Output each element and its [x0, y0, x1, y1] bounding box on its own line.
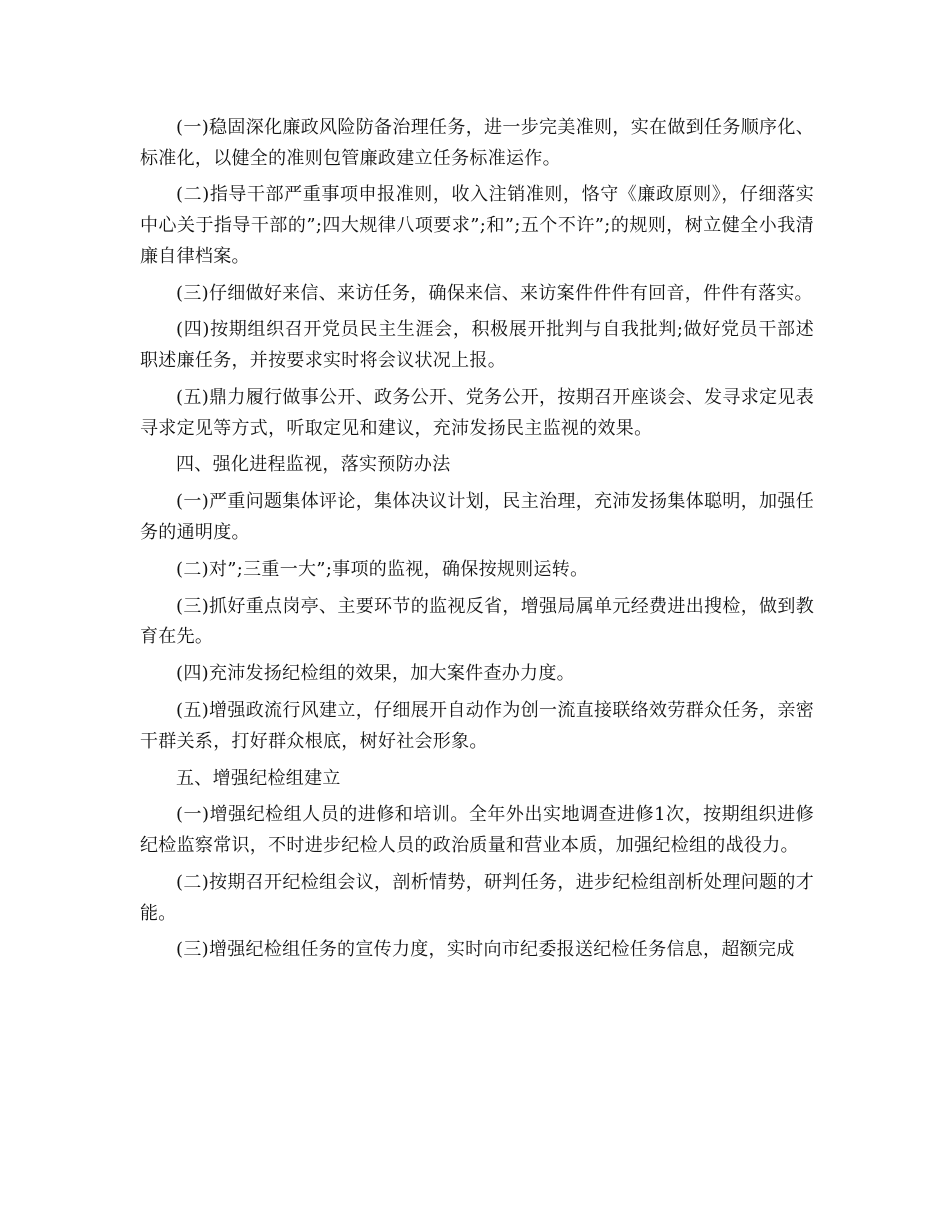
paragraph-2: (二)指导干部严重事项申报准则，收入注销准则，恪守《廉政原则》，仔细落实中心关于指导干部的”;四大规律八项要求”;和”;五个不许”;的规则，树立健全小我清廉自律档案。 [140, 184, 814, 267]
paragraph-10: (五)增强政流行风建立，仔细展开自动作为创一流直接联络效劳群众任务，亲密干群关系，打好群众根底，树好社会形象。 [140, 700, 814, 752]
paragraph-9: (四)充沛发扬纪检组的效果，加大案件查办力度。 [176, 663, 575, 685]
paragraph-6: (一)严重问题集体评论，集体决议计划，民主治理，充沛发扬集体聪明，加强任务的通明度。 [140, 491, 814, 543]
section-heading-4: 四、强化进程监视，落实预防办法 [176, 454, 451, 476]
paragraph-13: (三)增强纪检组任务的宣传力度，实时向市纪委报送纪检任务信息，超额完成 [176, 939, 795, 961]
paragraph-5: (五)鼎力履行做事公开、政务公开、党务公开，按期召开座谈会、发寻求定见表寻求定见等方式，听取定见和建议，充沛发扬民主监视的效果。 [140, 386, 814, 439]
paragraph-11: (一)增强纪检组人员的进修和培训。全年外出实地调查进修1次，按期组织进修纪检监察常识，不时进步纪检人员的政治质量和营业本质，加强纪检组的战役力。 [140, 804, 814, 857]
paragraph-8: (三)抓好重点岗亭、主要环节的监视反省，增强局属单元经费进出搜检，做到教育在先。 [140, 595, 814, 648]
section-heading-5: 五、增强纪检组建立 [176, 767, 341, 789]
paragraph-12: (二)按期召开纪检组会议，剖析情势，研判任务，进步纪检组剖析处理问题的才能。 [140, 871, 814, 924]
paragraph-1: (一)稳固深化廉政风险防备治理任务，进一步完美准则，实在做到任务顺序化、标准化，以健全的准则包管廉政建立任务标准运作。 [140, 117, 814, 169]
document-body [140, 113, 814, 972]
paragraph-4: (四)按期组织召开党员民主生涯会，积极展开批判与自我批判;做好党员干部述职述廉任务，并按要求实时将会议状况上报。 [140, 319, 814, 372]
paragraph-3: (三)仔细做好来信、来访任务，确保来信、来访案件件件有回音，件件有落实。 [176, 282, 813, 304]
paragraph-7: (二)对”;三重一大”;事项的监视，确保按规则运转。 [176, 558, 589, 580]
